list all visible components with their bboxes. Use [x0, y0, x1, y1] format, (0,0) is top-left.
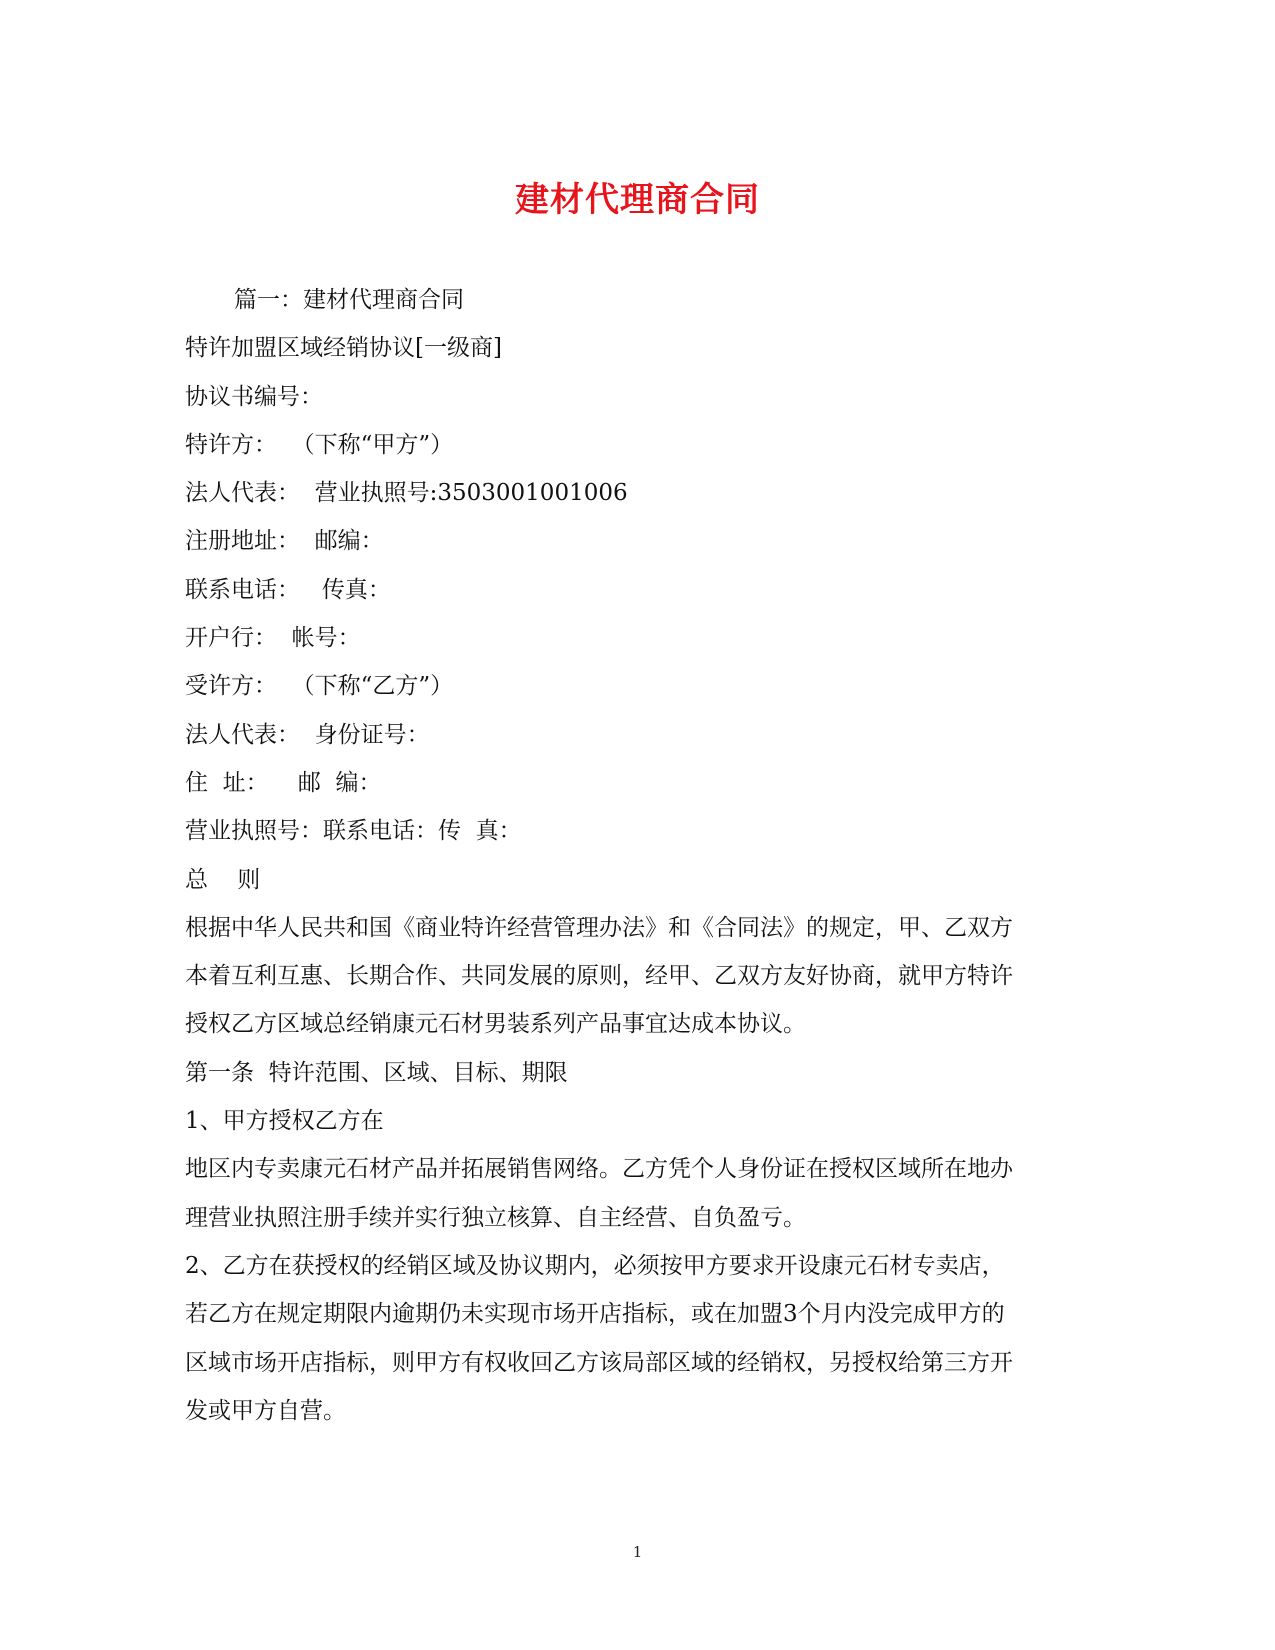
clause-line: 发或甲方自营。 [185, 1397, 346, 1424]
franchisee-line: 受许方： （下称“乙方”） [185, 673, 454, 700]
franchisee-license-line: 营业执照号：联系电话：传 真： [185, 818, 522, 845]
clause-line: 2、乙方在获授权的经销区域及协议期内，必须按甲方要求开设康元石材专卖店， [185, 1252, 1005, 1279]
franchisor-bank-line: 开户行： 帐号： [185, 625, 361, 652]
franchisee-address-line: 住 址： 邮 编： [185, 769, 382, 796]
clause-line: 若乙方在规定期限内逾期仍未实现市场开店指标，或在加盟3个月内没完成甲方的 [185, 1301, 1005, 1328]
franchisor-line: 特许方： （下称“甲方”） [185, 431, 454, 458]
document-title: 建材代理商合同 [515, 180, 760, 220]
clause-line: 区域市场开店指标，则甲方有权收回乙方该局部区域的经销权，另授权给第三方开 [185, 1349, 1013, 1376]
document-body [185, 276, 1090, 1435]
clause-line: 地区内专卖康元石材产品并拓展销售网络。乙方凭个人身份证在授权区域所在地办 [185, 1156, 1013, 1183]
paragraph-line: 授权乙方区域总经销康元石材男装系列产品事宜达成本协议。 [185, 1011, 806, 1038]
article-one-heading: 第一条 特许范围、区域、目标、期限 [185, 1059, 568, 1086]
agreement-subtitle: 特许加盟区域经销协议[一级商] [185, 335, 502, 362]
page-number: 1 [632, 1543, 643, 1561]
franchisee-representative-line: 法人代表： 身份证号： [185, 721, 430, 748]
paragraph-line: 本着互利互惠、长期合作、共同发展的原则，经甲、乙双方友好协商，就甲方特许 [185, 963, 1013, 990]
general-provisions-heading: 总 则 [185, 866, 261, 893]
section-heading: 篇一：建材代理商合同 [234, 287, 464, 313]
clause-line: 1、甲方授权乙方在 [185, 1108, 384, 1135]
agreement-number-field: 协议书编号： [185, 383, 323, 410]
franchisor-address-line: 注册地址： 邮编： [185, 528, 384, 555]
franchisor-phone-line: 联系电话： 传真： [185, 576, 391, 603]
clause-line: 理营业执照注册手续并实行独立核算、自主经营、自负盈亏。 [185, 1204, 806, 1231]
paragraph-line: 根据中华人民共和国《商业特许经营管理办法》和《合同法》的规定，甲、乙双方 [185, 914, 1013, 941]
franchisor-representative-line: 法人代表： 营业执照号:3503001001006 [185, 480, 628, 507]
